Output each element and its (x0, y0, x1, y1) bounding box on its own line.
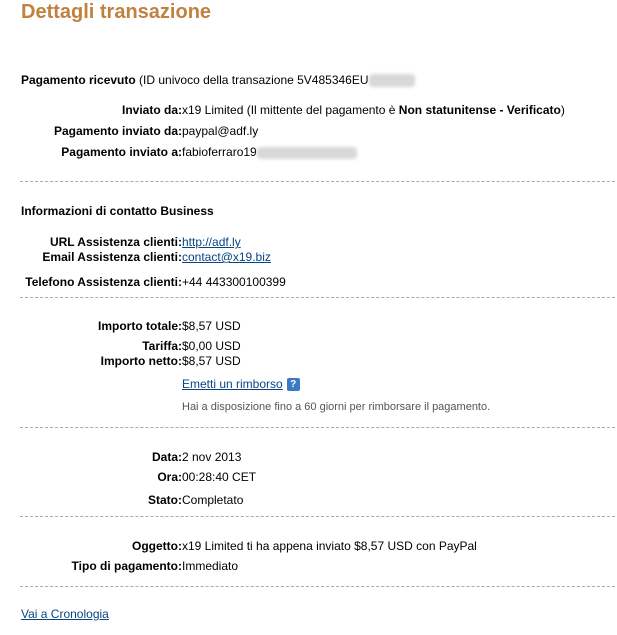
fee-label: Tariffa: (142, 339, 182, 353)
subject-value: x19 Limited ti ha appena inviato $8,57 USD con PayPal (182, 539, 477, 553)
refund-link[interactable]: Emetti un rimborso (182, 377, 283, 391)
subject-label: Oggetto: (132, 539, 182, 553)
separator (20, 297, 615, 298)
payment-type-label: Tipo di pagamento: (71, 559, 182, 573)
sent-to-value-row (182, 145, 357, 159)
redacted-email (257, 147, 357, 159)
phone-value: +44 443300100399 (182, 275, 286, 289)
sender-status: Non statunitense - Verificato (398, 103, 561, 117)
transaction-id: (ID univoco della transazione 5V485346EU (139, 73, 369, 87)
sent-to-label: Pagamento inviato a: (61, 145, 182, 159)
business-heading: Informazioni di contatto Business (21, 204, 214, 218)
payment-type-value: Immediato (182, 559, 239, 573)
support-email-link[interactable]: contact@x19.biz (182, 250, 271, 264)
url-label: URL Assistenza clienti: (49, 235, 182, 249)
refund-row (182, 377, 300, 391)
separator (20, 586, 615, 587)
total-value: $8,57 USD (182, 319, 241, 333)
support-url-link[interactable]: http://adf.ly (182, 235, 241, 249)
sent-by-text: x19 Limited (Il mittente del pagamento è (182, 103, 399, 117)
redacted-id (369, 74, 415, 87)
separator (20, 516, 615, 517)
help-icon[interactable]: ? (287, 378, 300, 391)
sent-by-suffix: ) (560, 103, 565, 117)
time-label: Ora: (157, 470, 182, 484)
sent-from-value: paypal@adf.ly (182, 124, 259, 138)
total-label: Importo totale: (98, 319, 182, 333)
separator (20, 427, 615, 428)
fee-value: $0,00 USD (182, 339, 241, 353)
status-value: Completato (182, 493, 244, 507)
sent-to-value: fabioferraro19 (182, 145, 257, 159)
separator (20, 181, 615, 182)
time-value: 00:28:40 CET (182, 470, 257, 484)
payment-heading-row (21, 73, 415, 87)
net-label: Importo netto: (100, 354, 182, 368)
sent-by-label: Inviato da: (121, 103, 182, 117)
email-label: Email Assistenza clienti: (42, 250, 182, 264)
sent-by-value (182, 103, 565, 117)
date-value: 2 nov 2013 (182, 450, 242, 464)
payment-heading: Pagamento ricevuto (21, 73, 136, 87)
net-value: $8,57 USD (182, 354, 241, 368)
phone-label: Telefono Assistenza clienti: (25, 275, 182, 289)
history-link[interactable]: Vai a Cronologia (21, 607, 109, 621)
status-label: Stato: (148, 493, 182, 507)
sent-from-label: Pagamento inviato da: (53, 124, 182, 138)
date-label: Data: (151, 450, 182, 464)
page-title: Dettagli transazione (21, 1, 212, 23)
refund-note: Hai a disposizione fino a 60 giorni per rimborsare il pagamento. (182, 401, 491, 413)
